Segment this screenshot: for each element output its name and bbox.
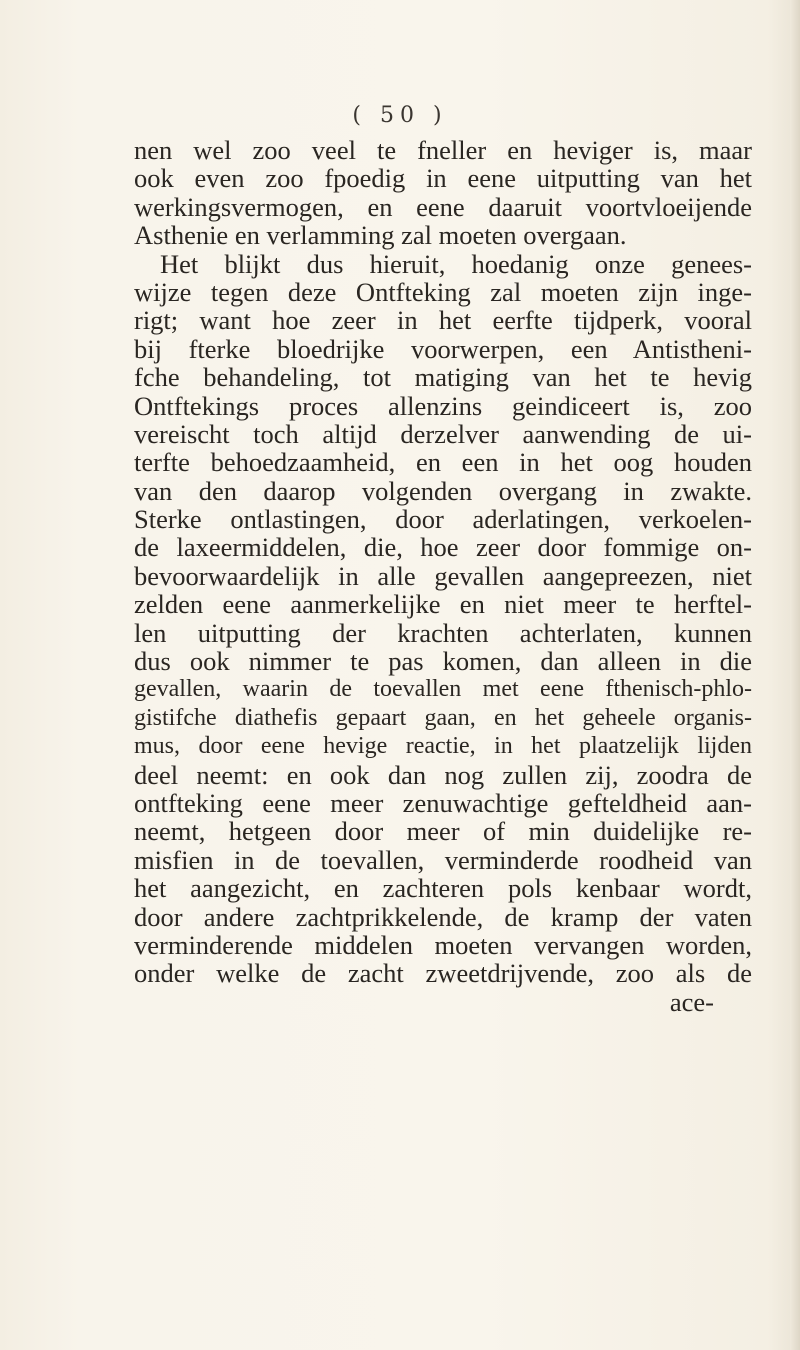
text-line: onder welke de zacht zweetdrijvende, zoo als de — [134, 958, 752, 989]
text-line: Asthenie en verlamming zal moeten overgaan. — [134, 220, 627, 251]
text-line: fche behandeling, tot matiging van het te hevig — [134, 362, 752, 393]
text-line: het aangezicht, en zachteren pols kenbaar wordt, — [134, 873, 752, 904]
text-line: zelden eene aanmerkelijke en niet meer te herftel- — [134, 589, 752, 620]
text-line: bij fterke bloedrijke voorwerpen, een Antistheni- — [134, 333, 752, 364]
text-line: gistifche diathefis gepaart gaan, en het geheele organis- — [134, 704, 752, 731]
text-line: de laxeermiddelen, die, hoe zeer door fommige on- — [134, 532, 752, 563]
text-line: wijze tegen deze Ontfteking zal moeten zijn inge- — [134, 276, 752, 307]
text-line: Sterke ontlastingen, door aderlatingen, verkoelen- — [134, 504, 752, 535]
text-line: mus, door eene hevige reactie, in het plaatzelijk lijden — [134, 733, 752, 760]
text-line: Ontftekings proces allenzins geindiceert is, zoo — [134, 390, 752, 421]
text-line: misfien in de toevallen, verminderde roodheid van — [134, 844, 752, 875]
page-edge — [790, 0, 800, 1350]
text-line: werkingsvermogen, en eene daaruit voortvloeijende — [134, 191, 752, 222]
text-line: vereischt toch altijd derzelver aanwending de ui- — [134, 418, 752, 449]
text-line: Het blijkt dus hieruit, hoedanig onze genees- — [160, 248, 752, 279]
text-line: verminderende middelen moeten vervangen worden, — [134, 929, 752, 960]
page-number: ( 50 ) — [352, 103, 448, 128]
text-line: neemt, hetgeen door meer of min duidelijke re- — [134, 816, 752, 847]
text-line: van den daarop volgenden overgang in zwakte. — [134, 475, 752, 506]
text-line: ontfteking eene meer zenuwachtige gefteldheid aan- — [134, 787, 752, 818]
text-line: terfte behoedzaamheid, en een in het oog houden — [134, 447, 752, 478]
text-line: ook even zoo fpoedig in eene uitputting van het — [134, 163, 752, 194]
text-line: gevallen, waarin de toevallen met eene fthenisch-phlo- — [134, 676, 752, 703]
text-line: door andere zachtprikkelende, de kramp der vaten — [134, 901, 752, 932]
text-line: deel neemt: en ook dan nog zullen zij, zoodra de — [134, 759, 752, 790]
catchword: ace- — [669, 986, 714, 1017]
text-line: nen wel zoo veel te fneller en heviger is, maar — [134, 135, 752, 165]
body-text — [134, 136, 752, 1016]
text-line: len uitputting der krachten achterlaten, kunnen — [134, 617, 752, 648]
text-line: bevoorwaardelijk in alle gevallen aangepreezen, niet — [134, 560, 752, 591]
text-line: rigt; want hoe zeer in het eerfte tijdperk, vooral — [134, 305, 752, 336]
text-line: dus ook nimmer te pas komen, dan alleen in die — [134, 646, 752, 677]
